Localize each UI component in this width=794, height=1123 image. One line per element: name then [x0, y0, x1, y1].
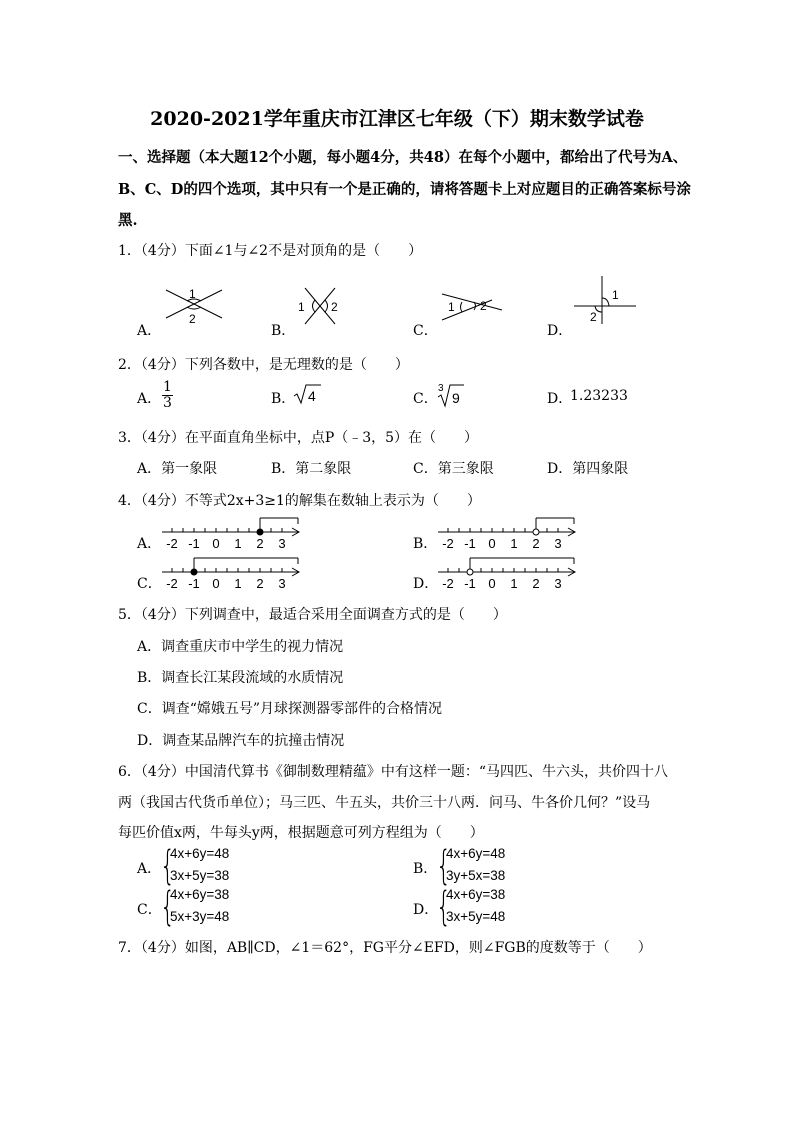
q1c-label-2: 2: [480, 299, 487, 313]
q4-numberline-b: [434, 514, 584, 552]
q6c-equation-2: 5x+3y=48: [170, 909, 230, 924]
q2-option-a-label: A．: [137, 391, 162, 407]
open-point: [533, 529, 539, 535]
tick-label: 2: [532, 576, 540, 591]
q4-numberline-c: [158, 554, 308, 592]
tick-label: 2: [256, 576, 264, 591]
section-instructions-line3: 黑.: [118, 212, 138, 229]
tick-label: -1: [188, 536, 200, 551]
question-6-line2: 两（我国古代货币单位）；马三匹、牛五头，共价三十八两．问马、牛各价几何？”设马: [118, 795, 651, 811]
q2-option-c-label: C．: [413, 391, 438, 407]
q4-numberline-d: [434, 554, 584, 592]
q1-figure-d: [570, 274, 640, 328]
q6-option-d-label: D．: [413, 902, 439, 918]
open-point: [467, 569, 473, 575]
q5-option-c: C．调查“嫦娥五号”月球探测器零部件的合格情况: [137, 701, 443, 717]
tick-label: -1: [188, 576, 200, 591]
q6b-equation-2: 3y+5x=38: [446, 868, 506, 883]
q6d-equation-2: 3x+5y=48: [446, 909, 506, 924]
q4d-ticks: [448, 568, 558, 572]
q3-option-d: D．第四象限: [547, 461, 629, 477]
tick-label: 0: [212, 536, 220, 551]
q6c-brace: {: [160, 884, 176, 930]
q2-option-a-fraction: [162, 380, 173, 411]
tick-label: 3: [278, 576, 286, 591]
question-1-stem: 1．（4分）下面∠1与∠2不是对顶角的是（ ）: [118, 243, 423, 259]
q6-option-c-system: [160, 884, 280, 930]
q1-figure-b: [295, 284, 345, 330]
tick-label: 0: [212, 576, 220, 591]
q1c-label-1: 1: [448, 300, 455, 314]
q6-option-b-label: B．: [413, 861, 438, 877]
q5-option-a: A．调查重庆市中学生的视力情况: [137, 639, 344, 655]
q4d-tick-labels: [442, 576, 561, 591]
q6a-equation-1: 4x+6y=48: [170, 846, 230, 861]
q2b-radicand: 4: [308, 388, 316, 404]
solid-point: [191, 569, 197, 575]
q4c-tick-labels: [166, 576, 285, 591]
q1c-arc-2: [474, 302, 476, 310]
q3-option-c: C．第三象限: [413, 461, 494, 477]
q1a-label-2: 2: [189, 312, 196, 326]
tick-label: 1: [234, 536, 242, 551]
q2c-index: 3: [438, 383, 444, 394]
q3-option-a: A．第一象限: [137, 461, 218, 477]
q6a-equation-2: 3x+5y=38: [170, 868, 230, 883]
q6d-brace: {: [436, 884, 452, 930]
question-6-line1: 6．（4分）中国清代算书《御制数理精蕴》中有这样一题：“马四匹、牛六头，共价四十八: [118, 764, 668, 780]
q4c-ticks: [172, 568, 282, 572]
q6c-equation-1: 4x+6y=38: [170, 887, 230, 902]
q5-option-d: D．调查某品牌汽车的抗撞击情况: [137, 733, 345, 749]
q5-option-b: B．调查长江某段流域的水质情况: [137, 670, 344, 686]
q6-option-d-system: [436, 884, 556, 930]
q1b-label-2: 2: [331, 300, 338, 314]
tick-label: 3: [554, 536, 562, 551]
q2a-numerator: 1: [163, 379, 172, 395]
tick-label: 1: [510, 536, 518, 551]
q1b-arc-2: [325, 300, 328, 312]
tick-label: 1: [234, 576, 242, 591]
q1-option-d-label: D．: [547, 323, 573, 339]
q1d-arc-1: [602, 298, 609, 306]
tick-label: 3: [554, 576, 562, 591]
q2-option-d-label: D．: [547, 391, 573, 407]
q6b-equation-1: 4x+6y=48: [446, 846, 506, 861]
q1-option-c-label: C．: [413, 323, 438, 339]
section-instructions-line1: 一、选择题（本大题12个小题，每小题4分，共48）在每个小题中，都给出了代号为A、: [118, 149, 688, 166]
q1c-arc-1: [461, 302, 463, 312]
q2-option-c-cbrt: [436, 381, 466, 409]
q4-option-a-label: A．: [137, 536, 162, 552]
solid-point: [257, 529, 263, 535]
q6-option-c-label: C．: [137, 902, 162, 918]
q4-option-c-label: C．: [137, 576, 162, 592]
q4a-ticks: [172, 528, 282, 532]
q1b-label-1: 1: [298, 300, 305, 314]
q4a-tick-labels: [166, 536, 285, 551]
q2c-radicand: 9: [452, 390, 460, 406]
tick-label: 2: [256, 536, 264, 551]
q1a-arc-2: [187, 307, 201, 309]
question-6-line3: 每匹价值x两，牛每头y两，根据题意可列方程组为（ ）: [118, 825, 484, 841]
question-3-stem: 3．（4分）在平面直角坐标中，点P（﹣3，5）在（ ）: [118, 430, 479, 446]
q1-option-b-label: B．: [271, 323, 296, 339]
q1a-label-1: 1: [189, 287, 196, 301]
q6b-brace: {: [436, 843, 452, 889]
q4-option-d-label: D．: [413, 576, 439, 592]
q2-option-d-value: 1.23233: [570, 388, 628, 404]
q1-option-a-label: A．: [137, 323, 162, 339]
q1-figure-c: [440, 284, 510, 330]
tick-label: -1: [464, 576, 476, 591]
tick-label: 2: [532, 536, 540, 551]
q6a-brace: {: [160, 843, 176, 889]
q1d-label-2: 2: [590, 310, 597, 324]
tick-label: -2: [442, 576, 454, 591]
question-2-stem: 2．（4分）下列各数中，是无理数的是（ ）: [118, 357, 409, 373]
tick-label: 0: [488, 576, 496, 591]
q3-option-b: B．第二象限: [271, 461, 352, 477]
page-title: 2020-2021学年重庆市江津区七年级（下）期末数学试卷: [150, 108, 644, 130]
tick-label: -2: [166, 576, 178, 591]
q2-option-b-label: B．: [271, 391, 296, 407]
q4-option-b-label: B．: [413, 536, 438, 552]
q4b-tick-labels: [442, 536, 561, 551]
q1b-arc-1: [313, 300, 316, 312]
question-7-stem: 7．（4分）如图，AB∥CD，∠1＝62°，FG平分∠EFD，则∠FGB的度数等于（ ）: [118, 940, 652, 956]
tick-label: 1: [510, 576, 518, 591]
q6d-equation-1: 4x+6y=38: [446, 887, 506, 902]
q4-numberline-a: [158, 514, 308, 552]
section-instructions-line2: B、C、D的四个选项，其中只有一个是正确的，请将答题卡上对应题目的正确答案标号涂: [118, 181, 691, 198]
q2a-denominator: 3: [163, 395, 172, 411]
q4b-ticks: [448, 528, 558, 532]
tick-label: 0: [488, 536, 496, 551]
q6-option-b-system: [436, 843, 556, 889]
question-5-stem: 5．（4分）下列调查中，最适合采用全面调查方式的是（ ）: [118, 607, 507, 623]
q1d-label-1: 1: [612, 288, 619, 302]
tick-label: 3: [278, 536, 286, 551]
tick-label: -1: [464, 536, 476, 551]
tick-label: -2: [166, 536, 178, 551]
q6-option-a-system: [160, 843, 280, 889]
q2-option-b-sqrt: [293, 383, 323, 407]
question-4-stem: 4．（4分）不等式2x+3≥1的解集在数轴上表示为（ ）: [118, 493, 481, 509]
tick-label: -2: [442, 536, 454, 551]
q1-figure-a: [160, 280, 230, 330]
q6-option-a-label: A．: [137, 861, 162, 877]
